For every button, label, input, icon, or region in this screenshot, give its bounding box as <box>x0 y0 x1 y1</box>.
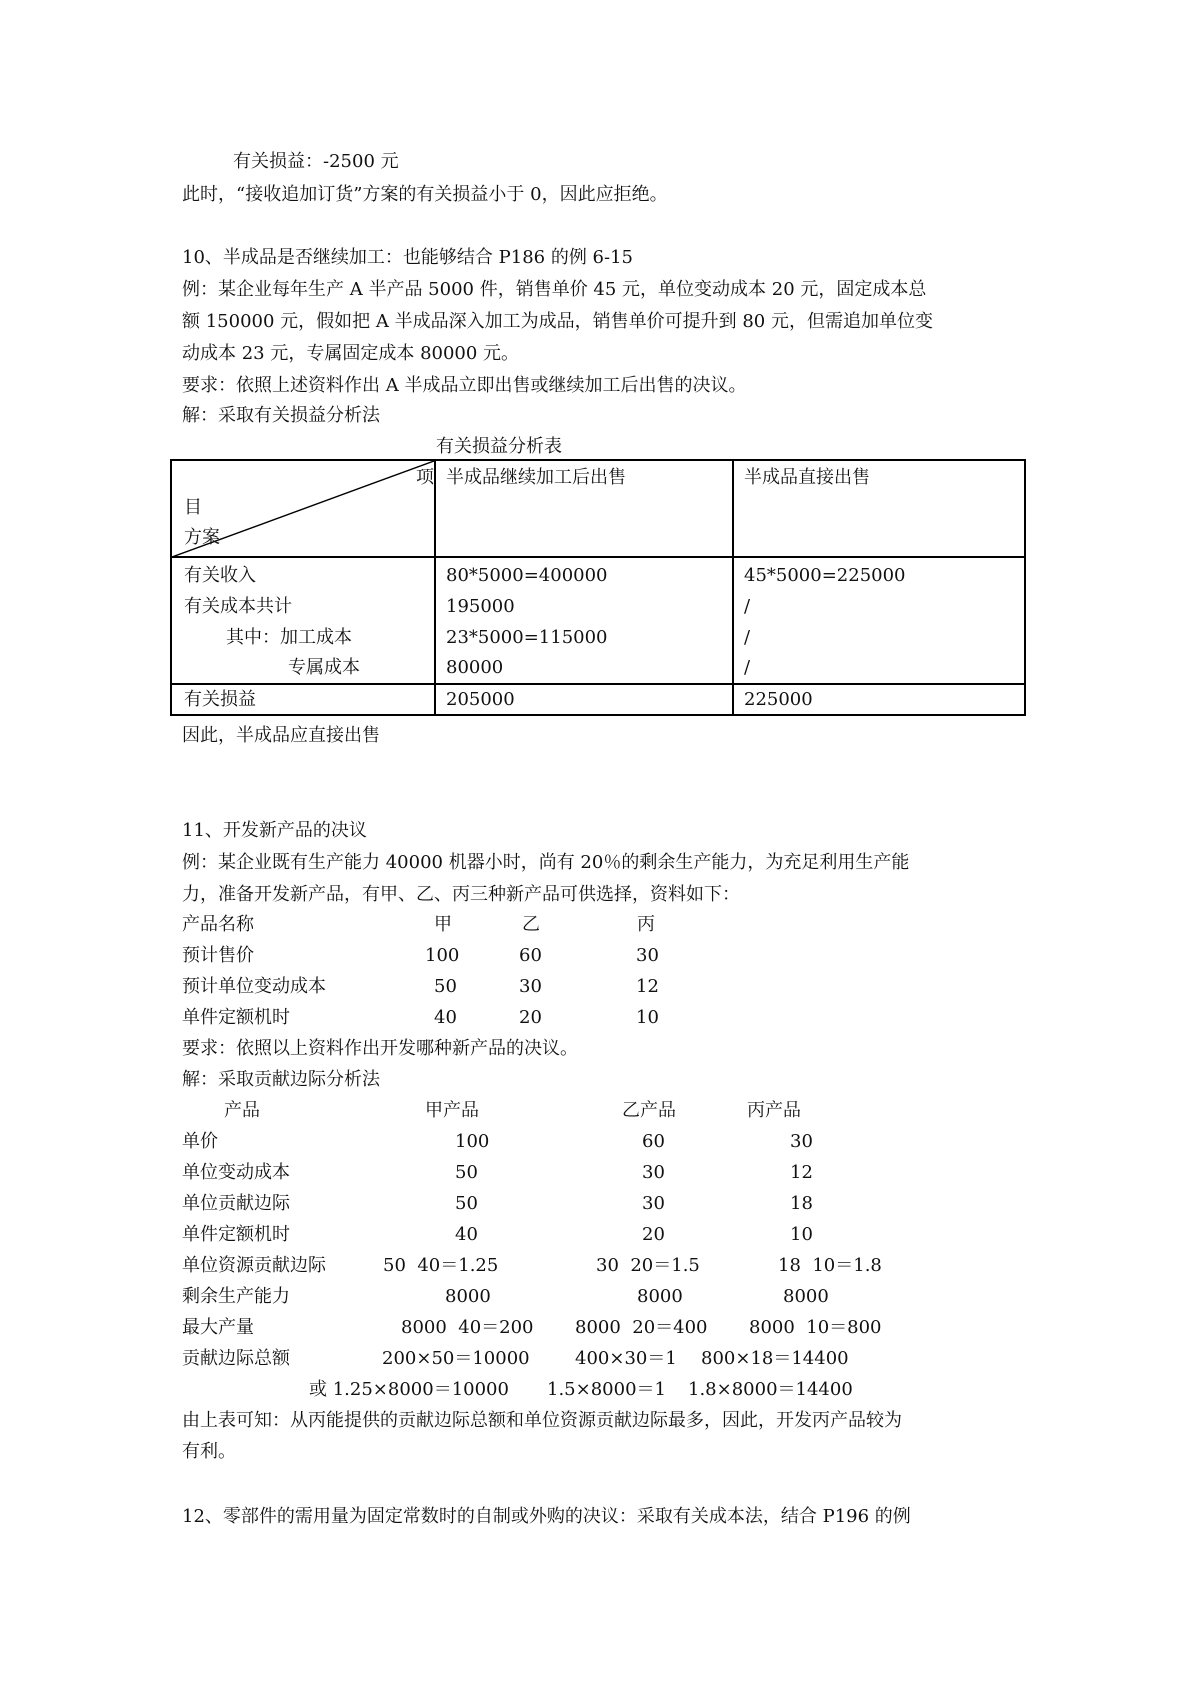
analysis-row-b: 8000 <box>637 1286 683 1307</box>
analysis-row-b: 20 <box>642 1224 665 1245</box>
row-label-specific-cost: 专属成本 <box>288 657 360 678</box>
cell-revenue-direct: 45*5000=225000 <box>744 565 906 586</box>
data-row-value-c: 10 <box>636 1007 659 1028</box>
intro-line-2: 此时，“接收追加订货”方案的有关损益小于 0，因此应拒绝。 <box>182 184 668 205</box>
row-label-revenue: 有关收入 <box>184 565 256 586</box>
data-row-value-b: 60 <box>519 945 542 966</box>
analysis-row-c: 12 <box>790 1162 813 1183</box>
analysis-row-c: 800×18＝14400 <box>701 1348 849 1369</box>
cell-revenue-continue: 80*5000=400000 <box>446 565 608 586</box>
relevant-profit-table <box>170 459 1026 716</box>
cell-total-cost-direct: / <box>744 596 751 617</box>
analysis-row-a: 8000 <box>445 1286 491 1307</box>
section-10-solution: 解：采取有关损益分析法 <box>182 405 380 426</box>
cell-processing-cost-direct: / <box>744 627 751 648</box>
analysis-row-a: 40 <box>455 1224 478 1245</box>
table-header-border <box>172 556 1024 558</box>
section-10-requirement: 要求：依照上述资料作出 A 半成品立即出售或继续加工后出售的决议。 <box>182 375 747 396</box>
analysis-row-b: 30 <box>642 1162 665 1183</box>
section-11-requirement: 要求：依照以上资料作出开发哪种新产品的决议。 <box>182 1038 578 1059</box>
table-divider-1 <box>434 461 436 714</box>
table-divider-2 <box>732 461 734 714</box>
analysis-header-c: 丙产品 <box>747 1100 801 1121</box>
analysis-row-c: 8000 <box>783 1286 829 1307</box>
cell-profit-direct: 225000 <box>744 689 813 710</box>
data-row-value-b: 30 <box>519 976 542 997</box>
section-11-solution: 解：采取贡献边际分析法 <box>182 1069 380 1090</box>
alt-calc-a: 或 1.25×8000＝10000 <box>309 1379 509 1400</box>
analysis-row-a: 50 40＝1.25 <box>383 1255 499 1276</box>
cell-processing-cost-continue: 23*5000=115000 <box>446 627 608 648</box>
section-10-conclusion: 因此，半成品应直接出售 <box>182 725 380 746</box>
col-header-continue-processing: 半成品继续加工后出售 <box>446 467 626 488</box>
intro-line-1: 有关损益：-2500 元 <box>233 151 399 172</box>
data-row-label: 产品名称 <box>182 914 254 935</box>
cell-total-cost-continue: 195000 <box>446 596 515 617</box>
analysis-row-b: 8000 20＝400 <box>575 1317 708 1338</box>
section-11-title: 11、开发新产品的决议 <box>182 820 367 841</box>
section-10-example-line-2: 额 150000 元，假如把 A 半成品深入加工为成品，销售单价可提升到 80 元，但需追加单位变 <box>182 311 933 332</box>
section-10-example-line-1: 例：某企业每年生产 A 半产品 5000 件，销售单价 45 元，单位变动成本 20 元，固定成本总 <box>182 279 927 300</box>
analysis-row-b: 400×30＝1 <box>575 1348 677 1369</box>
section-11-example-line-1: 例：某企业既有生产能力 40000 机器小时，尚有 20％的剩余生产能力，为充足利用生产能 <box>182 852 910 873</box>
cell-profit-continue: 205000 <box>446 689 515 710</box>
analysis-row-label: 单位资源贡献边际 <box>182 1255 326 1276</box>
data-row-value-b: 乙 <box>522 914 540 935</box>
data-row-value-a: 50 <box>434 976 457 997</box>
analysis-row-a: 8000 40＝200 <box>401 1317 534 1338</box>
cell-specific-cost-continue: 80000 <box>446 657 504 678</box>
header-label-item: 项 <box>416 467 434 488</box>
data-row-label: 单件定额机时 <box>182 1007 290 1028</box>
row-label-processing-cost: 其中：加工成本 <box>226 627 352 648</box>
data-row-value-c: 12 <box>636 976 659 997</box>
analysis-row-c: 18 <box>790 1193 813 1214</box>
data-row-value-a: 100 <box>425 945 460 966</box>
row-label-relevant-profit: 有关损益 <box>184 689 256 710</box>
data-row-value-a: 40 <box>434 1007 457 1028</box>
row-label-total-cost: 有关成本共计 <box>184 596 292 617</box>
cell-specific-cost-direct: / <box>744 657 751 678</box>
analysis-row-c: 30 <box>790 1131 813 1152</box>
analysis-row-a: 100 <box>455 1131 490 1152</box>
data-row-value-c: 30 <box>636 945 659 966</box>
alt-calc-c: 1.8×8000＝14400 <box>688 1379 853 1400</box>
table-title: 有关损益分析表 <box>436 436 562 457</box>
analysis-row-c: 18 10＝1.8 <box>778 1255 882 1276</box>
data-row-value-b: 20 <box>519 1007 542 1028</box>
section-10-title: 10、半成品是否继续加工：也能够结合 P186 的例 6-15 <box>182 247 633 268</box>
analysis-row-a: 200×50＝10000 <box>382 1348 530 1369</box>
section-11-conclusion-line-1: 由上表可知：从丙能提供的贡献边际总额和单位资源贡献边际最多，因此，开发丙产品较为 <box>182 1410 902 1431</box>
analysis-row-label: 最大产量 <box>182 1317 254 1338</box>
analysis-row-label: 剩余生产能力 <box>182 1286 290 1307</box>
section-11-conclusion-line-2: 有利。 <box>182 1441 236 1462</box>
data-row-value-c: 丙 <box>637 914 655 935</box>
analysis-row-b: 60 <box>642 1131 665 1152</box>
analysis-row-a: 50 <box>455 1162 478 1183</box>
analysis-row-label: 单件定额机时 <box>182 1224 290 1245</box>
section-11-example-line-2: 力，准备开发新产品，有甲、乙、丙三种新产品可供选择，资料如下： <box>182 884 740 905</box>
col-header-direct-sale: 半成品直接出售 <box>744 467 870 488</box>
analysis-row-label: 贡献边际总额 <box>182 1348 290 1369</box>
analysis-row-b: 30 <box>642 1193 665 1214</box>
analysis-row-label: 单位贡献边际 <box>182 1193 290 1214</box>
analysis-header-label: 产品 <box>224 1100 260 1121</box>
header-label-item-2: 目 <box>184 497 202 518</box>
data-row-label: 预计售价 <box>182 945 254 966</box>
section-10-example-line-3: 动成本 23 元，专属固定成本 80000 元。 <box>182 343 520 364</box>
header-label-plan: 方案 <box>184 527 220 548</box>
analysis-row-label: 单价 <box>182 1131 218 1152</box>
analysis-header-a: 甲产品 <box>425 1100 479 1121</box>
data-row-label: 预计单位变动成本 <box>182 976 326 997</box>
analysis-row-b: 30 20＝1.5 <box>596 1255 700 1276</box>
analysis-row-a: 50 <box>455 1193 478 1214</box>
analysis-header-b: 乙产品 <box>622 1100 676 1121</box>
data-row-value-a: 甲 <box>434 914 452 935</box>
analysis-row-c: 10 <box>790 1224 813 1245</box>
analysis-row-label: 单位变动成本 <box>182 1162 290 1183</box>
alt-calc-b: 1.5×8000＝1 <box>547 1379 666 1400</box>
table-total-border <box>172 683 1024 685</box>
analysis-row-c: 8000 10＝800 <box>749 1317 882 1338</box>
section-12-title: 12、零部件的需用量为固定常数时的自制或外购的决议：采取有关成本法，结合 P196 的例 <box>182 1506 911 1527</box>
